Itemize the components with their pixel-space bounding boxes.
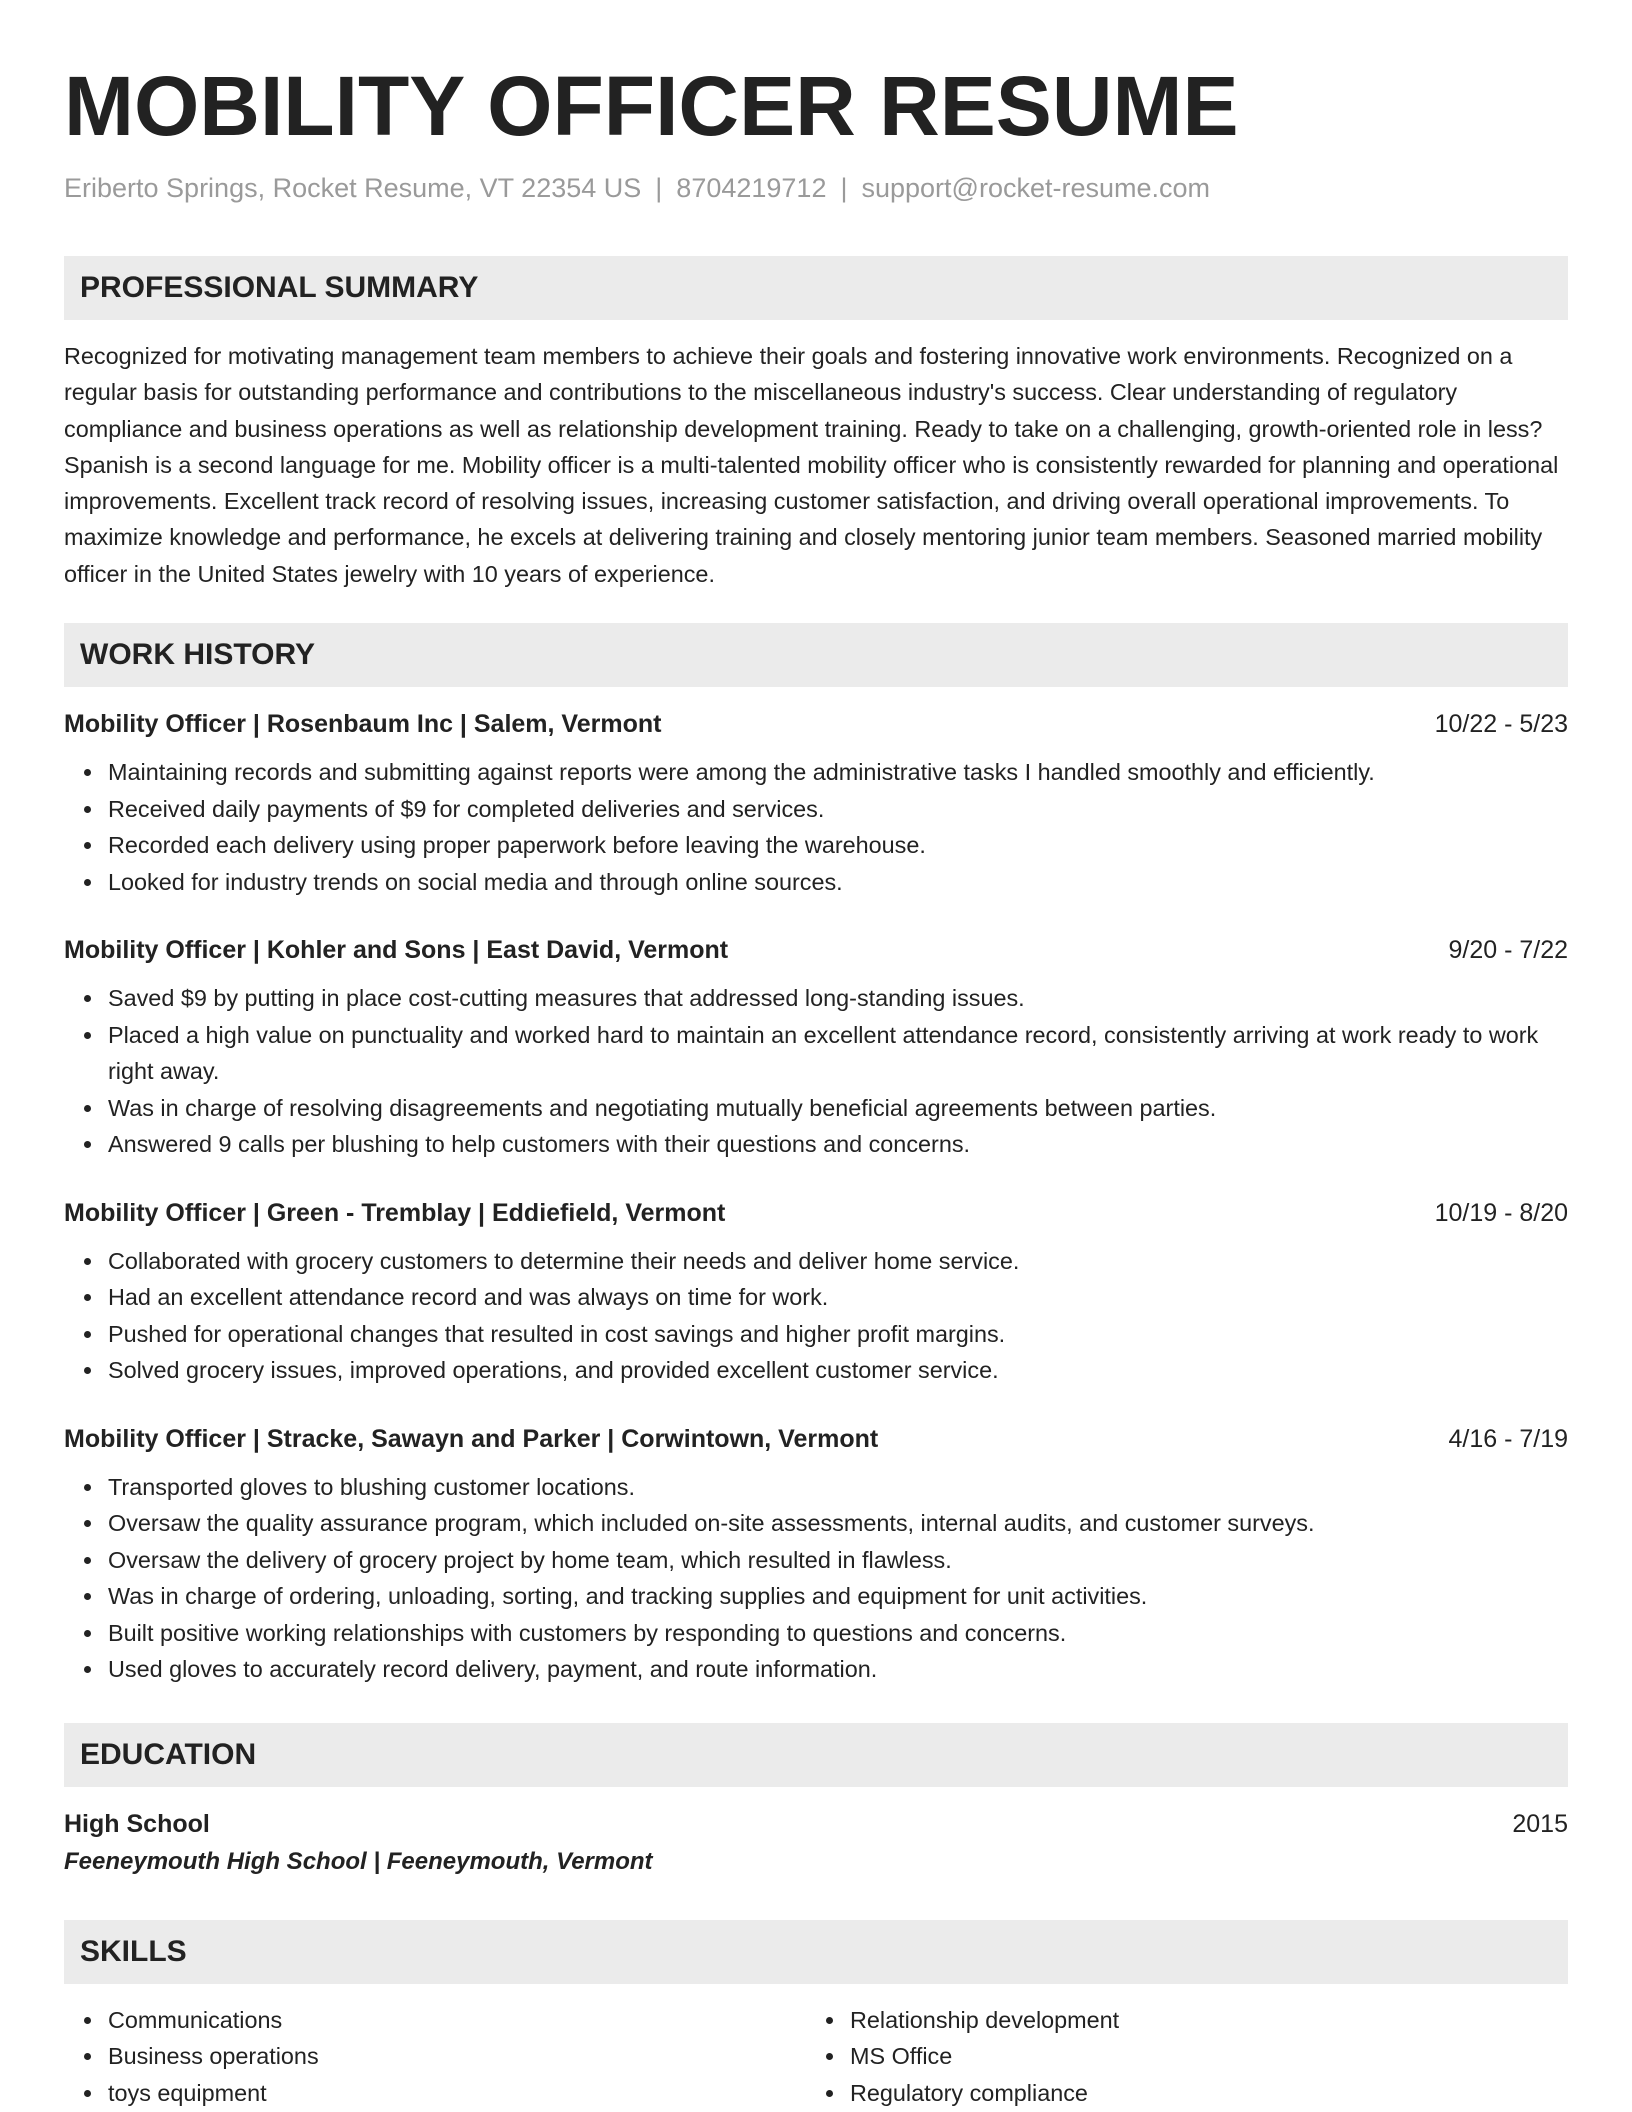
contact-phone: 8704219712	[676, 173, 827, 203]
list-item: Built positive working relationships with customers by responding to questions and concerns.	[108, 1615, 1568, 1652]
skills-column-right	[806, 2002, 1548, 2112]
list-item: Maintaining records and submitting against reports were among the administrative tasks I handled smoothly and efficiently.	[108, 754, 1568, 791]
contact-line	[64, 170, 1568, 206]
skills-grid	[64, 2002, 1568, 2112]
job-header	[64, 707, 1568, 741]
list-item: Was in charge of resolving disagreements and negotiating mutually beneficial agreements between parties.	[108, 1090, 1568, 1127]
skills-list	[64, 2002, 806, 2112]
job-title: Mobility Officer | Rosenbaum Inc | Salem, Vermont	[64, 710, 662, 739]
list-item: Received daily payments of $9 for completed deliveries and services.	[108, 791, 1568, 828]
education-year: 2015	[1512, 1809, 1568, 1838]
education-header	[64, 1807, 1568, 1841]
contact-separator: |	[840, 173, 848, 203]
job-header	[64, 933, 1568, 967]
education-school: Feeneymouth High School | Feeneymouth, Vermont	[64, 1847, 653, 1875]
job-dates: 4/16 - 7/19	[1448, 1424, 1568, 1453]
list-item: Used gloves to accurately record delivery, payment, and route information.	[108, 1651, 1568, 1688]
education-degree: High School	[64, 1809, 210, 1838]
list-item: Oversaw the quality assurance program, which included on-site assessments, internal audits, and customer surveys.	[108, 1505, 1568, 1542]
list-item: Recorded each delivery using proper paperwork before leaving the warehouse.	[108, 827, 1568, 864]
section-header-skills: SKILLS	[64, 1920, 1568, 1984]
contact-separator: |	[655, 173, 663, 203]
job-title: Mobility Officer | Kohler and Sons | East David, Vermont	[64, 936, 729, 965]
skill-item: MS Office	[850, 2038, 1548, 2075]
list-item: Solved grocery issues, improved operations, and provided excellent customer service.	[108, 1352, 1568, 1389]
job-dates: 10/22 - 5/23	[1434, 710, 1568, 739]
job-dates: 10/19 - 8/20	[1434, 1198, 1568, 1227]
job-title: Mobility Officer | Green - Tremblay | Eddiefield, Vermont	[64, 1198, 726, 1227]
job-entry	[64, 933, 1568, 1163]
skill-item: Relationship development	[850, 2002, 1548, 2039]
job-dates: 9/20 - 7/22	[1448, 936, 1568, 965]
job-title: Mobility Officer | Stracke, Sawayn and Parker | Corwintown, Vermont	[64, 1424, 879, 1453]
list-item: Answered 9 calls per blushing to help customers with their questions and concerns.	[108, 1126, 1568, 1163]
section-header-education: EDUCATION	[64, 1723, 1568, 1787]
list-item: Collaborated with grocery customers to determine their needs and deliver home service.	[108, 1243, 1568, 1280]
skill-item: Business operations	[108, 2038, 806, 2075]
job-entry	[64, 707, 1568, 900]
job-bullets	[64, 1243, 1568, 1389]
job-header	[64, 1422, 1568, 1456]
list-item: Saved $9 by putting in place cost-cutting measures that addressed long-standing issues.	[108, 980, 1568, 1017]
section-header-summary: PROFESSIONAL SUMMARY	[64, 256, 1568, 320]
job-bullets	[64, 754, 1568, 900]
job-bullets	[64, 1469, 1568, 1688]
job-entry	[64, 1422, 1568, 1688]
list-item: Had an excellent attendance record and was always on time for work.	[108, 1279, 1568, 1316]
list-item: Was in charge of ordering, unloading, sorting, and tracking supplies and equipment for unit activities.	[108, 1578, 1568, 1615]
skill-item: toys equipment	[108, 2075, 806, 2112]
summary-text: Recognized for motivating management team members to achieve their goals and fostering innovative work environments. Recognized on a regular basis for outstanding performance and contributions to the miscellaneous industry's success. Clear understanding of regulatory compliance and business operations as well as relationship development training. Ready to take on a challenging, growth-oriented role in less? Spanish is a second language for me. Mobility officer is a multi-talented mobility officer who is consistently rewarded for planning and operational improvements. Excellent track record of resolving issues, increasing customer satisfaction, and driving overall operational improvements. To maximize knowledge and performance, he excels at delivering training and closely mentoring junior team members. Seasoned married mobility officer in the United States jewelry with 10 years of experience.	[64, 343, 1559, 587]
resume-title: MOBILITY OFFICER RESUME	[64, 59, 1239, 153]
contact-address: Eriberto Springs, Rocket Resume, VT 22354 US	[64, 173, 642, 203]
job-header	[64, 1196, 1568, 1230]
job-entry	[64, 1196, 1568, 1389]
list-item: Looked for industry trends on social media and through online sources.	[108, 864, 1568, 901]
section-header-work-history: WORK HISTORY	[64, 623, 1568, 687]
skill-item: Regulatory compliance	[850, 2075, 1548, 2112]
list-item: Oversaw the delivery of grocery project by home team, which resulted in flawless.	[108, 1542, 1568, 1579]
skills-list	[806, 2002, 1548, 2112]
contact-email: support@rocket-resume.com	[861, 173, 1211, 203]
list-item: Pushed for operational changes that resulted in cost savings and higher profit margins.	[108, 1316, 1568, 1353]
skill-item: Communications	[108, 2002, 806, 2039]
list-item: Transported gloves to blushing customer locations.	[108, 1469, 1568, 1506]
list-item: Placed a high value on punctuality and worked hard to maintain an excellent attendance record, consistently arriving at work ready to work right away.	[108, 1017, 1568, 1090]
skills-column-left	[64, 2002, 806, 2112]
job-bullets	[64, 980, 1568, 1163]
